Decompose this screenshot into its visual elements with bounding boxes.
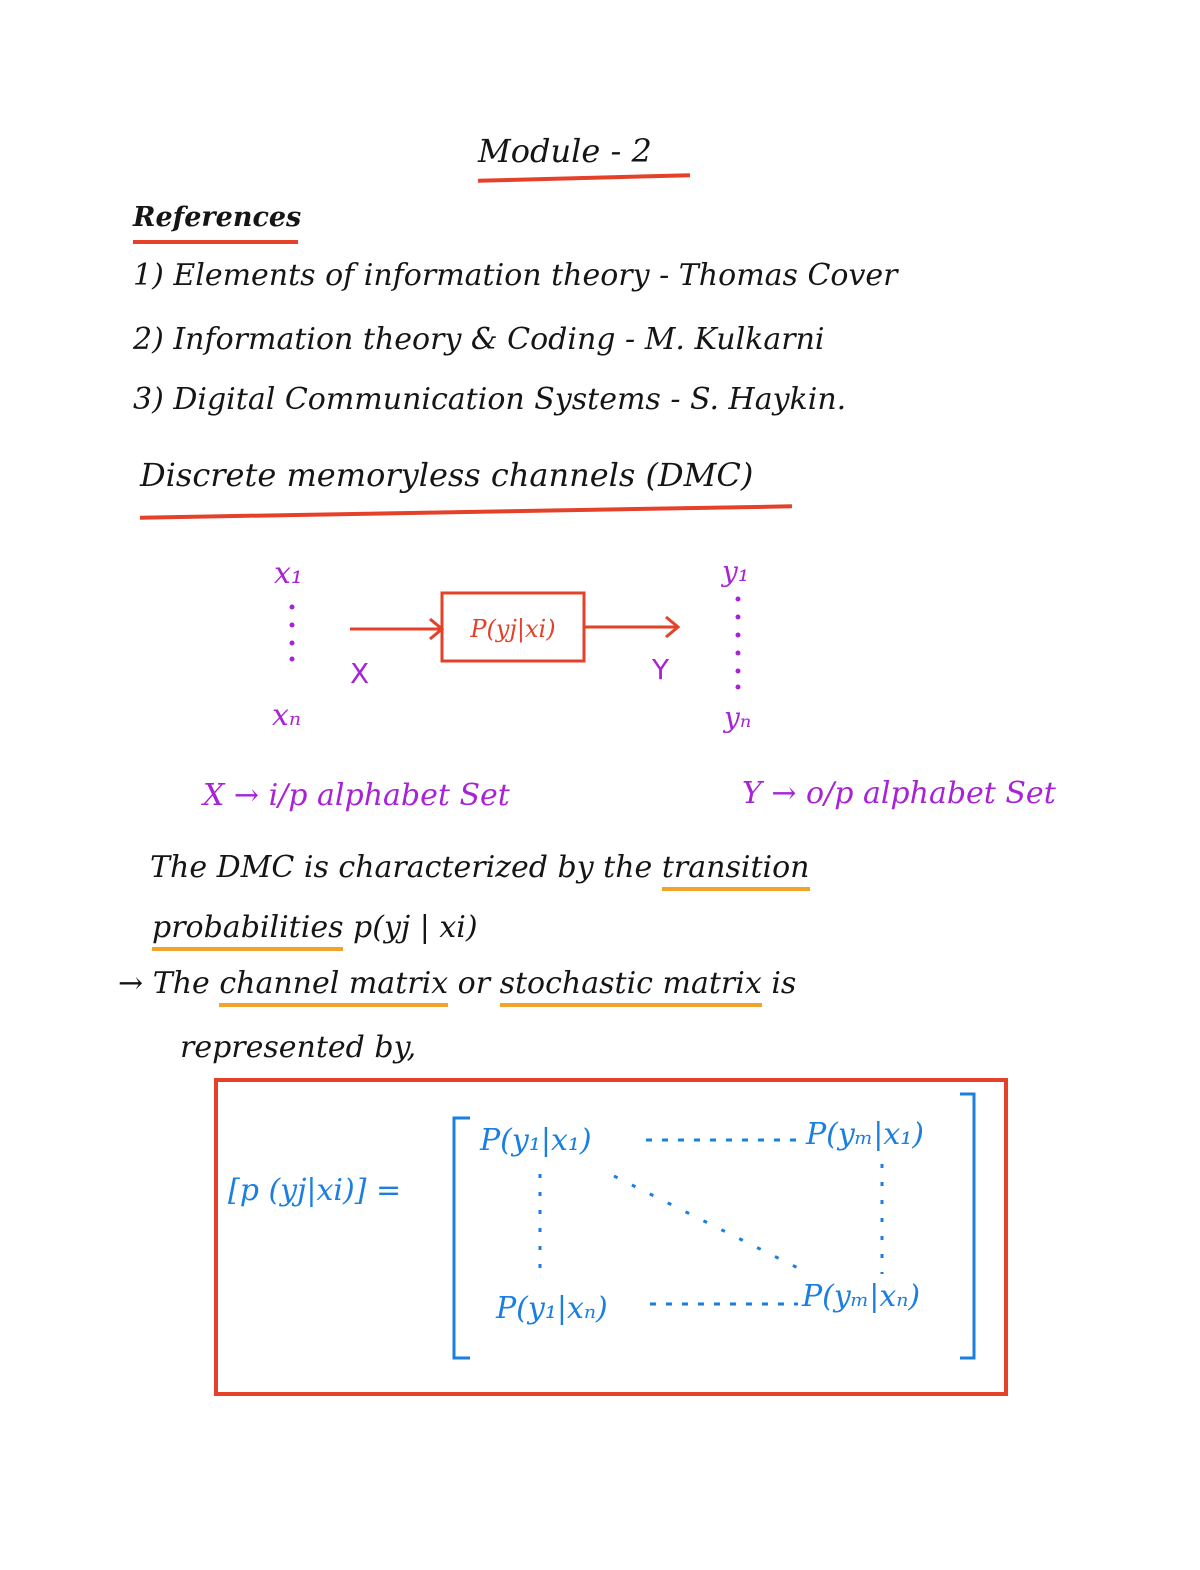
- output-symbol-first: y₁: [722, 555, 750, 588]
- highlight-term: channel matrix: [219, 966, 448, 1007]
- input-alphabet-prefix: X →: [203, 778, 260, 813]
- title-underline: [478, 173, 690, 183]
- output-dots: [736, 597, 741, 690]
- channel-box-label: P(yj|xi): [470, 615, 556, 643]
- description-line-3: [118, 966, 796, 1001]
- page-title: Module - 2: [478, 132, 652, 170]
- output-label: Y: [652, 653, 670, 686]
- output-alphabet-line: [742, 776, 1056, 811]
- references-underline: [133, 240, 298, 244]
- reference-item-1: 1) Elements of information theory - Thomas Cover: [133, 258, 898, 293]
- section-heading: Discrete memoryless channels (DMC): [140, 456, 754, 494]
- highlight-term: probabilities: [152, 910, 343, 951]
- input-alphabet-line: [203, 778, 510, 813]
- reference-item-3: 3) Digital Communication Systems - S. Haykin.: [133, 382, 847, 417]
- matrix-bottom-left: P(y₁|xₙ): [496, 1291, 608, 1326]
- channel-diagram: [250, 545, 810, 745]
- description-text: p(yj | xi): [353, 910, 478, 945]
- matrix-lhs: [p (yj|xi)] =: [228, 1173, 402, 1208]
- highlight-term: transition: [662, 850, 810, 891]
- highlight-term: stochastic matrix: [500, 966, 762, 1007]
- input-label: X: [350, 657, 370, 690]
- description-text: is: [771, 966, 797, 1001]
- input-alphabet-text: i/p alphabet Set: [268, 778, 510, 813]
- description-text: The: [152, 966, 210, 1001]
- section-underline: [140, 504, 792, 519]
- output-symbol-last: yₙ: [724, 701, 752, 734]
- output-alphabet-prefix: Y →: [742, 776, 797, 811]
- input-symbol-first: x₁: [274, 556, 303, 591]
- description-line-4: represented by,: [180, 1030, 417, 1065]
- matrix-top-right: P(yₘ|x₁): [806, 1117, 924, 1152]
- matrix-top-left: P(y₁|x₁): [480, 1123, 592, 1158]
- input-arrow: [350, 619, 442, 639]
- description-line-1: [150, 850, 810, 885]
- output-alphabet-text: o/p alphabet Set: [806, 776, 1056, 811]
- arrow-bullet: →: [118, 966, 144, 1001]
- description-text: The DMC is characterized by the: [150, 850, 653, 885]
- input-dots: [290, 605, 295, 662]
- matrix-diagonal-dots: [614, 1176, 802, 1270]
- matrix-bottom-right: P(yₘ|xₙ): [802, 1279, 921, 1314]
- channel-matrix: [214, 1078, 1008, 1396]
- description-text: or: [457, 966, 491, 1001]
- references-heading: References: [133, 202, 302, 233]
- input-symbol-last: xₙ: [272, 698, 302, 733]
- description-line-2: [152, 910, 478, 945]
- reference-item-2: 2) Information theory & Coding - M. Kulkarni: [133, 322, 825, 357]
- output-arrow: [584, 617, 678, 637]
